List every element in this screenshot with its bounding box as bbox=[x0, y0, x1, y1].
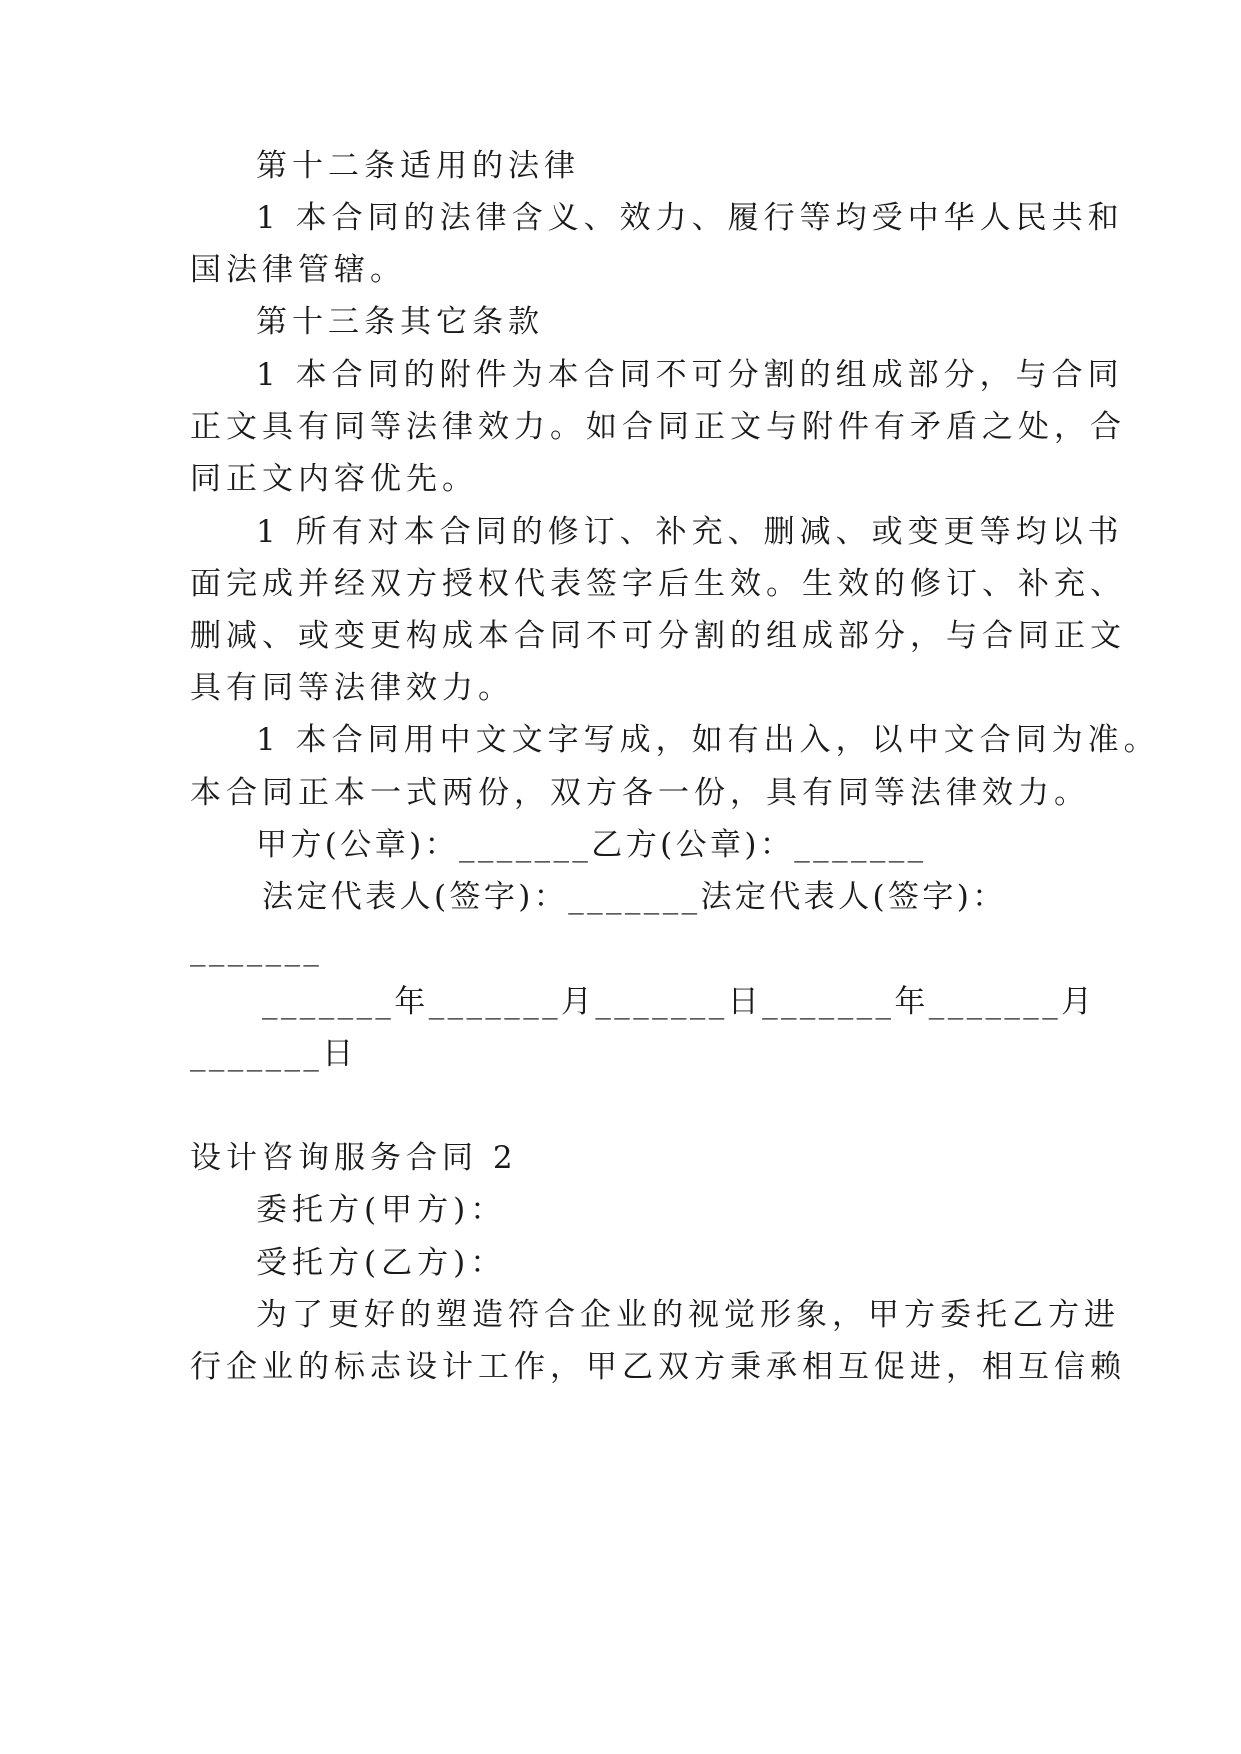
article-13-clause-line: 1 本合同用中文文字写成，如有出入，以中文合同为准。 bbox=[256, 722, 1160, 758]
intro-paragraph-line: 行企业的标志设计工作，甲乙双方秉承相互促进，相互信赖 bbox=[190, 1349, 1126, 1385]
contractor-label: 受托方(乙方)： bbox=[256, 1245, 507, 1281]
article-13-clause-line: 本合同正本一式两份，双方各一份，具有同等法律效力。 bbox=[190, 775, 1090, 811]
signature-party-line: 甲方(公章)：_______乙方(公章)：_______ bbox=[256, 827, 927, 863]
article-12-clause-line: 国法律管辖。 bbox=[190, 252, 406, 288]
article-13-title: 第十三条其它条款 bbox=[256, 304, 544, 340]
signature-date-line: _______年_______月_______日_______年_______月 bbox=[262, 984, 1096, 1020]
signature-representative-line: 法定代表人(签字)：_______法定代表人(签字)： bbox=[262, 879, 1007, 915]
contract-2-title: 设计咨询服务合同 2 bbox=[190, 1140, 518, 1176]
intro-paragraph-line: 为了更好的塑造符合企业的视觉形象，甲方委托乙方进 bbox=[256, 1297, 1120, 1333]
article-13-clause-line: 同正文内容优先。 bbox=[190, 461, 478, 497]
article-13-clause-line: 删减、或变更构成本合同不可分割的组成部分，与合同正文 bbox=[190, 618, 1126, 654]
article-13-clause-line: 1 所有对本合同的修订、补充、删减、或变更等均以书 bbox=[256, 514, 1124, 550]
article-12-title: 第十二条适用的法律 bbox=[256, 148, 580, 184]
article-13-clause-line: 具有同等法律效力。 bbox=[190, 670, 514, 706]
article-13-clause-line: 面完成并经双方授权代表签字后生效。生效的修订、补充、 bbox=[190, 566, 1126, 602]
signature-representative-blank: _______ bbox=[190, 931, 323, 967]
client-label: 委托方(甲方)： bbox=[256, 1192, 507, 1228]
article-12-clause-line: 1 本合同的法律含义、效力、履行等均受中华人民共和 bbox=[256, 200, 1124, 236]
article-13-clause-line: 正文具有同等法律效力。如合同正文与附件有矛盾之处，合 bbox=[190, 409, 1126, 445]
article-13-clause-line: 1 本合同的附件为本合同不可分割的组成部分，与合同 bbox=[256, 357, 1124, 393]
signature-date-line: _______日 bbox=[190, 1036, 357, 1072]
